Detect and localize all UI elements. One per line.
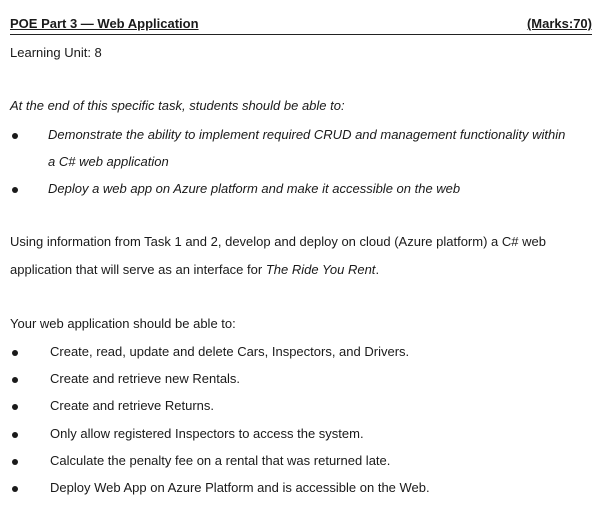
bullet-icon bbox=[12, 187, 18, 193]
bullet-icon bbox=[12, 377, 18, 383]
marks-label: (Marks:70) bbox=[526, 16, 592, 31]
task-paragraph-line1: Using information from Task 1 and 2, develop and deploy on cloud (Azure platform) a C# web bbox=[10, 234, 546, 249]
objective-item-2: Deploy a web app on Azure platform and make it accessible on the web bbox=[48, 181, 461, 196]
objective-item-1-line1: Demonstrate the ability to implement required CRUD and management functionality within bbox=[48, 127, 566, 142]
objectives-intro: At the end of this specific task, students should be able to: bbox=[10, 98, 345, 113]
learning-unit: Learning Unit: 8 bbox=[10, 45, 102, 60]
bullet-icon bbox=[12, 459, 18, 465]
requirements-intro: Your web application should be able to: bbox=[10, 316, 236, 331]
requirement-item: Create and retrieve Returns. bbox=[50, 398, 215, 413]
section-header bbox=[10, 16, 592, 35]
task-paragraph-line2 bbox=[10, 262, 379, 277]
task-line2-prefix: application that will serve as an interface for bbox=[10, 262, 266, 277]
requirement-item: Calculate the penalty fee on a rental that was returned late. bbox=[50, 453, 391, 468]
app-name: The Ride You Rent bbox=[265, 262, 376, 277]
requirement-item: Only allow registered Inspectors to access the system. bbox=[50, 426, 364, 441]
section-title: POE Part 3 — Web Application bbox=[10, 16, 199, 31]
requirement-item: Deploy Web App on Azure Platform and is accessible on the Web. bbox=[50, 480, 430, 495]
task-line2-suffix: . bbox=[375, 262, 380, 277]
bullet-icon bbox=[12, 404, 18, 410]
bullet-icon bbox=[12, 133, 18, 139]
requirement-item: Create, read, update and delete Cars, Inspectors, and Drivers. bbox=[50, 344, 410, 359]
bullet-icon bbox=[12, 432, 18, 438]
bullet-icon bbox=[12, 486, 18, 492]
objective-item-1-line2: a C# web application bbox=[48, 154, 169, 169]
bullet-icon bbox=[12, 350, 18, 356]
requirement-item: Create and retrieve new Rentals. bbox=[50, 371, 241, 386]
